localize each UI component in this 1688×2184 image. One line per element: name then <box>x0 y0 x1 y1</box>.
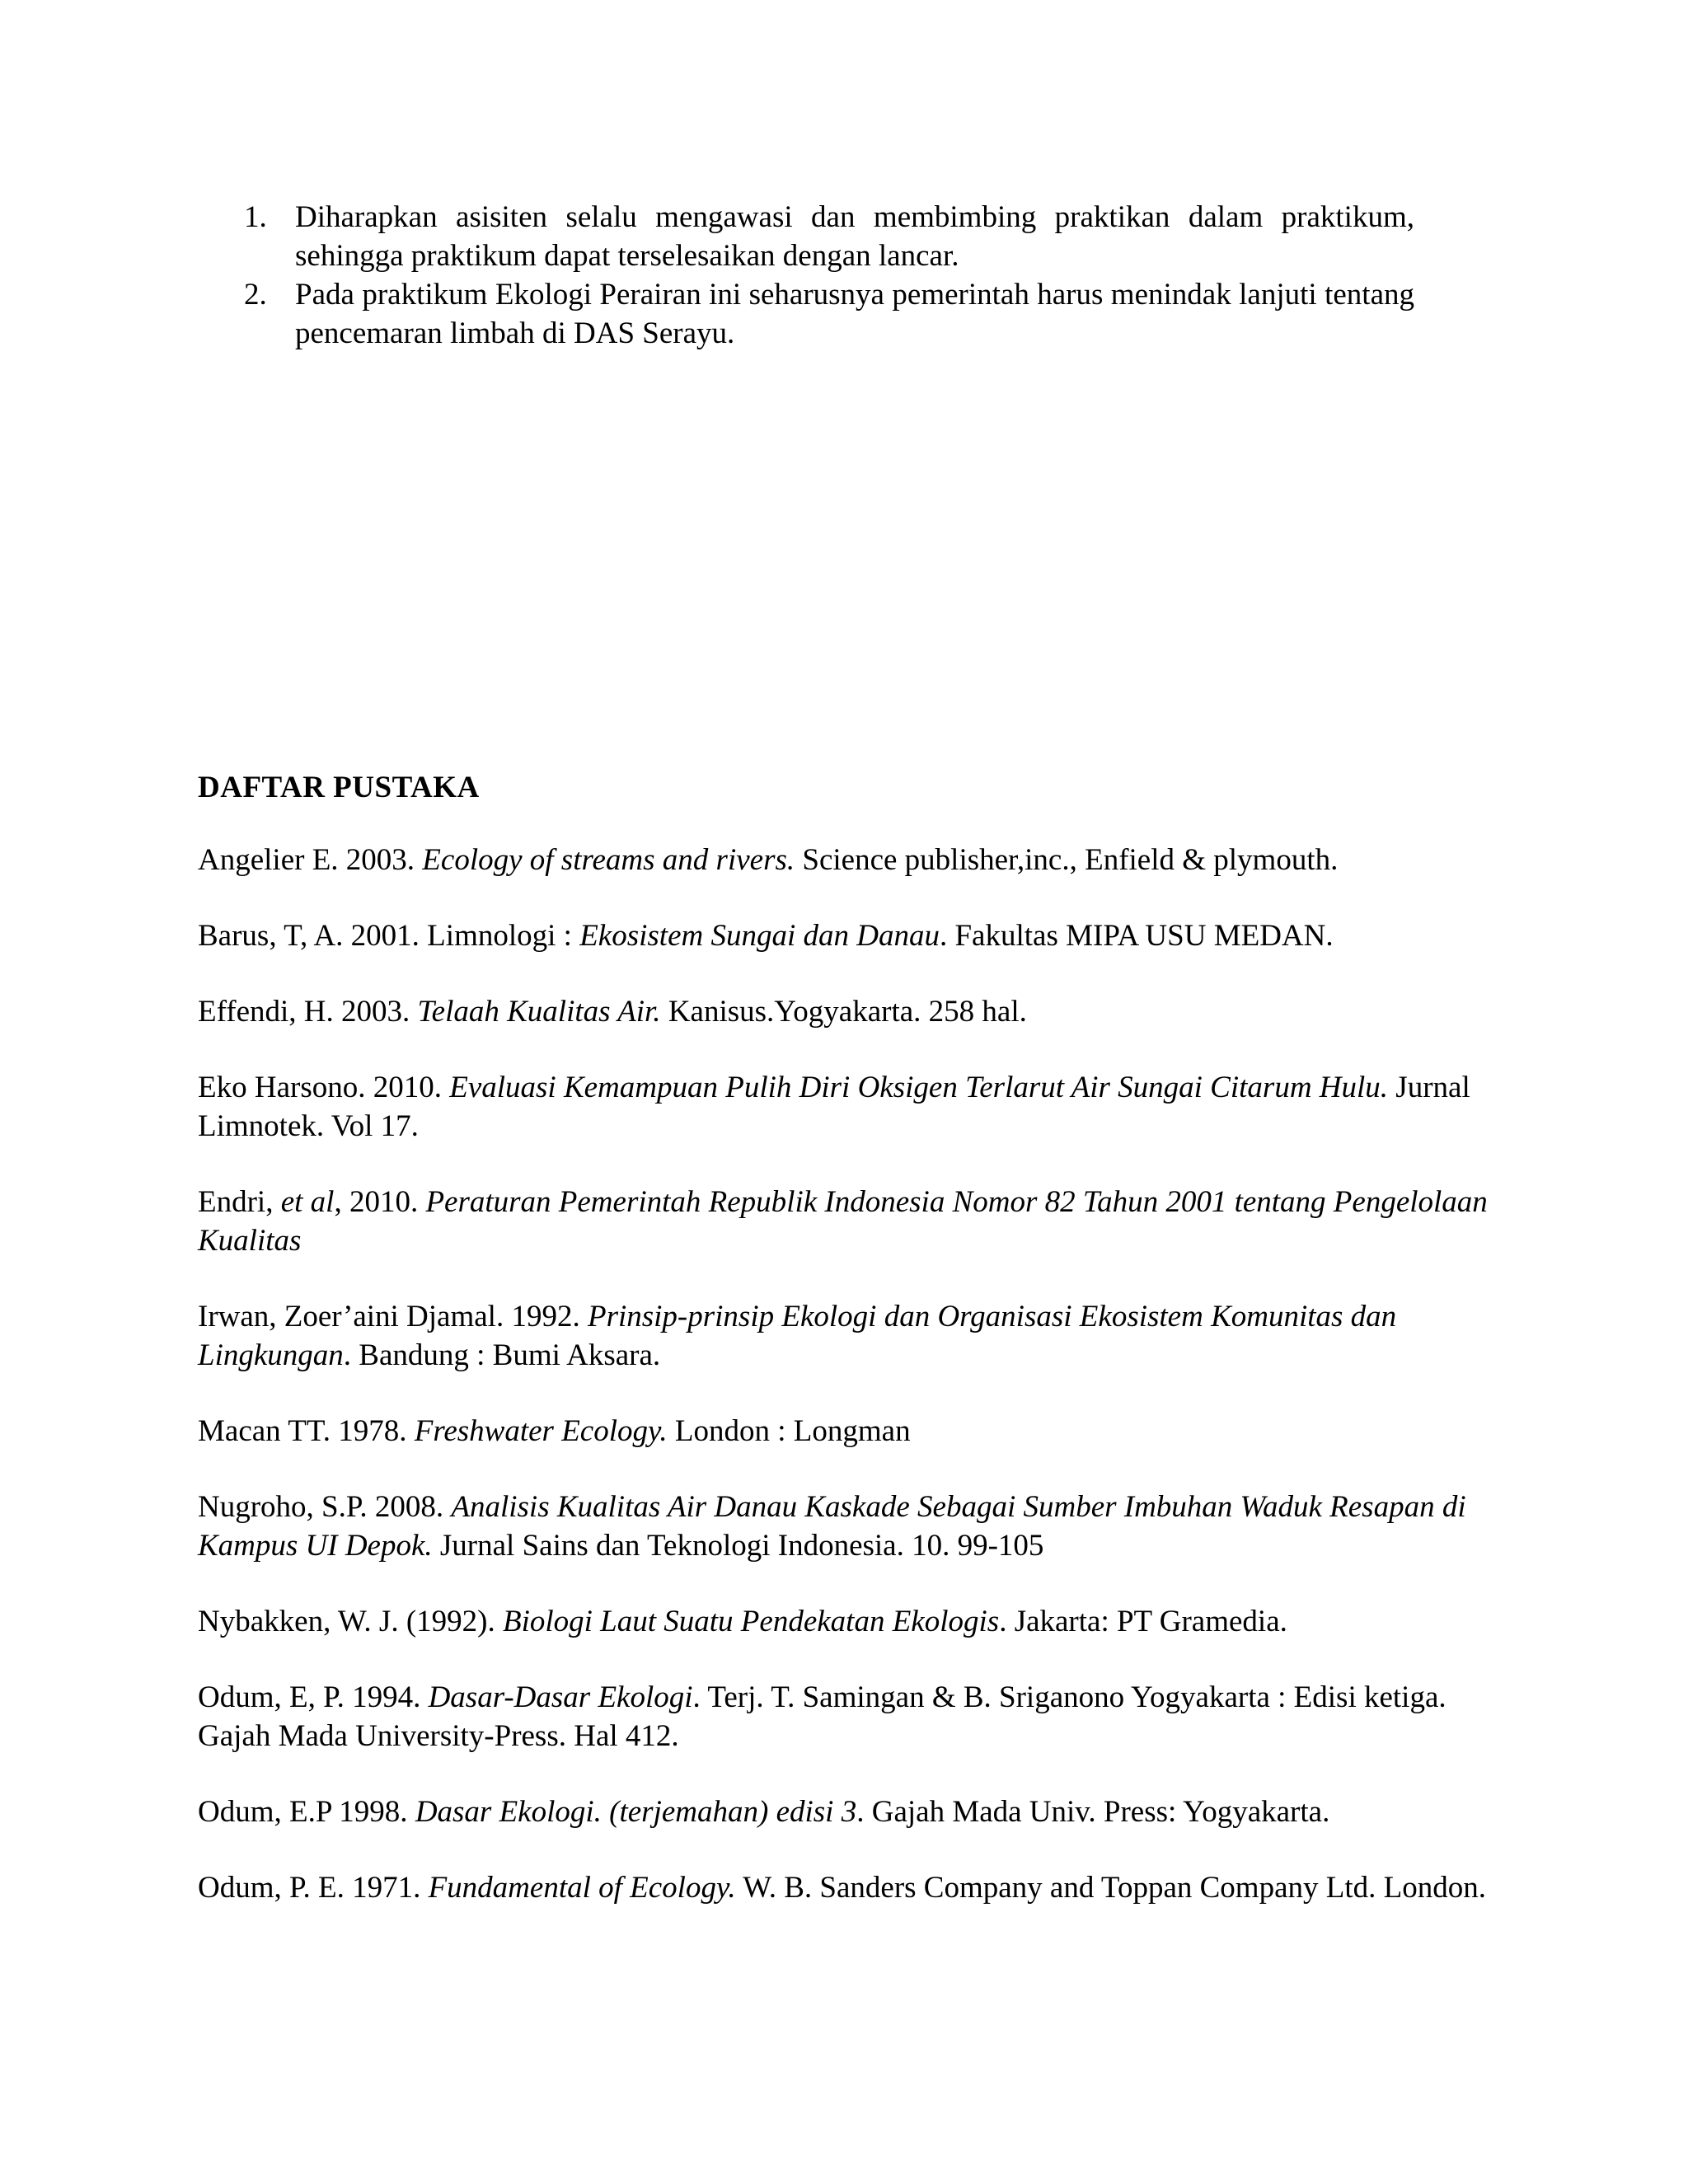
reference-author-year: Effendi, H. 2003. <box>198 995 418 1029</box>
bibliography-list <box>198 841 1500 1944</box>
list-marker: 2. <box>244 278 267 312</box>
reference-entry <box>198 1793 1500 1831</box>
reference-author-year: Macan TT. 1978. <box>198 1414 415 1448</box>
reference-author-year: Odum, E, P. 1994. <box>198 1680 429 1714</box>
reference-publisher: . Gajah Mada Univ. Press: Yogyakarta. <box>856 1795 1330 1829</box>
reference-entry <box>198 841 1500 879</box>
reference-publisher: Science publisher,inc., Enfield & plymouth. <box>795 843 1339 877</box>
reference-author-year: Angelier E. 2003. <box>198 843 423 877</box>
reference-year: , 2010. <box>334 1185 426 1219</box>
reference-publisher: Jurnal Sains dan Teknologi Indonesia. 10. 99-105 <box>432 1529 1044 1563</box>
reference-entry <box>198 1868 1500 1907</box>
reference-title: Freshwater Ecology. <box>414 1414 668 1448</box>
reference-entry <box>198 1678 1500 1755</box>
reference-entry <box>198 1183 1500 1260</box>
reference-title: Telaah Kualitas Air. <box>417 995 661 1029</box>
reference-publisher: London : Longman <box>667 1414 911 1448</box>
list-item <box>244 275 1414 353</box>
reference-entry <box>198 992 1500 1031</box>
reference-author-year: Nugroho, S.P. 2008. <box>198 1490 452 1524</box>
reference-author-year: Odum, E.P 1998. <box>198 1795 415 1829</box>
reference-entry <box>198 1488 1500 1565</box>
reference-title: Biologi Laut Suatu Pendekatan Ekologis <box>502 1605 1000 1638</box>
reference-author-year: Eko Harsono. 2010. <box>198 1071 450 1104</box>
list-item-text: Pada praktikum Ekologi Perairan ini seharusnya pemerintah harus menindak lanjuti tentang pencemaran limbah di DAS Serayu. <box>295 278 1414 350</box>
reference-author-year: Odum, P. E. 1971. <box>198 1871 429 1905</box>
reference-entry <box>198 1297 1500 1375</box>
recommendation-list <box>244 198 1414 353</box>
reference-author-year: Irwan, Zoer’aini Djamal. 1992. <box>198 1300 588 1333</box>
reference-title: Prinsip-prinsip Ekologi dan Organisasi Ekosistem Komunitas dan Lingkungan <box>198 1300 1397 1372</box>
reference-author: Endri, <box>198 1185 281 1219</box>
reference-author-year: Nybakken, W. J. (1992). <box>198 1605 503 1638</box>
reference-title: Dasar Ekologi. (terjemahan) edisi 3 <box>415 1795 857 1829</box>
reference-title: Analisis Kualitas Air Danau Kaskade Sebagai Sumber Imbuhan Waduk Resapan di Kampus UI Depok. <box>198 1490 1466 1563</box>
reference-title: Peraturan Pemerintah Republik Indonesia Nomor 82 Tahun 2001 tentang Pengelolaan Kualitas <box>198 1185 1488 1258</box>
reference-publisher: W. B. Sanders Company and Toppan Company Ltd. London. <box>735 1871 1486 1905</box>
reference-author-year: Barus, T, A. 2001. Limnologi : <box>198 919 580 953</box>
reference-entry <box>198 916 1500 955</box>
reference-entry <box>198 1602 1500 1641</box>
reference-title: Fundamental of Ecology. <box>428 1871 736 1905</box>
reference-title: Ekosistem Sungai dan Danau <box>579 919 940 953</box>
list-item <box>244 198 1414 275</box>
bibliography-heading: DAFTAR PUSTAKA <box>198 771 480 804</box>
list-item-text: Diharapkan asisiten selalu mengawasi dan membimbing praktikan dalam praktikum, sehingga praktikum dapat terselesaikan dengan lancar. <box>295 200 1414 273</box>
list-marker: 1. <box>244 200 267 234</box>
reference-title: Dasar-Dasar Ekologi <box>428 1680 693 1714</box>
reference-entry <box>198 1412 1500 1451</box>
reference-publisher: Jurnal Limnotek. Vol 17. <box>198 1071 1470 1143</box>
reference-publisher: Kanisus.Yogyakarta. 258 hal. <box>660 995 1027 1029</box>
reference-publisher: . Terj. T. Samingan & B. Sriganono Yogyakarta : Edisi ketiga. Gajah Mada University-Press. Hal 412. <box>198 1680 1447 1753</box>
reference-et-al: et al <box>280 1185 335 1219</box>
reference-publisher: . Bandung : Bumi Aksara. <box>343 1338 661 1372</box>
reference-title: Ecology of streams and rivers. <box>422 843 795 877</box>
reference-publisher: . Jakarta: PT Gramedia. <box>999 1605 1287 1638</box>
reference-publisher: . Fakultas MIPA USU MEDAN. <box>939 919 1334 953</box>
reference-title: Evaluasi Kemampuan Pulih Diri Oksigen Terlarut Air Sungai Citarum Hulu. <box>449 1071 1389 1104</box>
reference-entry <box>198 1068 1500 1146</box>
